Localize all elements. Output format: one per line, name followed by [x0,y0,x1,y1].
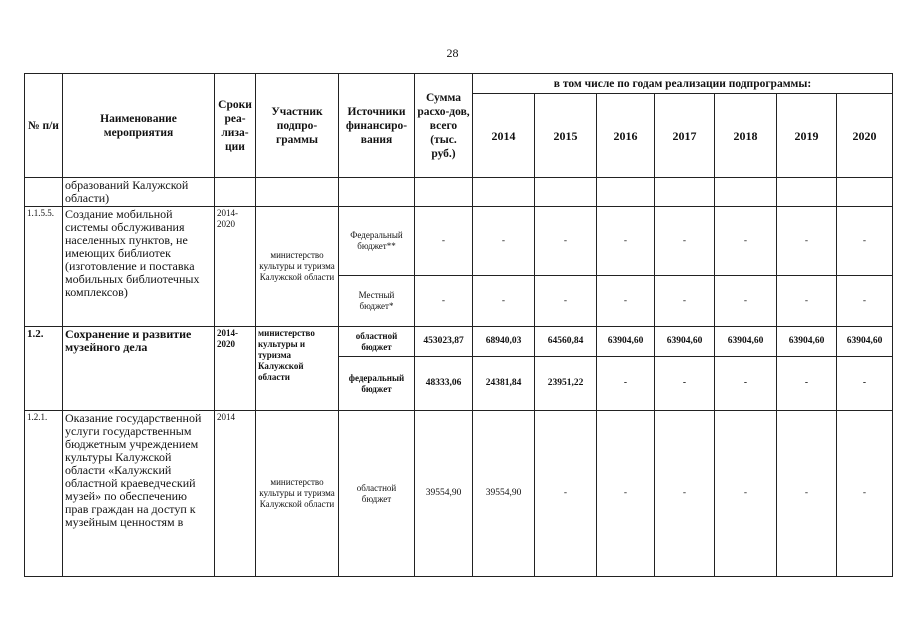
row-participant: министерство культуры и туризма Калужской области [256,327,339,411]
row-value-2017: - [655,276,715,327]
header-period: Сроки реа-лиза-ции [215,74,256,178]
row-value-2016: - [597,411,655,577]
row-num: 1.1.5.5. [25,207,63,327]
row-value-2016: 63904,60 [597,327,655,357]
row-value-2017: - [655,411,715,577]
row-value-2019: - [777,411,837,577]
row-value-2018: - [715,276,777,327]
header-participant: Участник подпро-граммы [256,74,339,178]
header-year-2014: 2014 [473,94,535,178]
row-period: 2014 [215,411,256,577]
row-value-2017: 63904,60 [655,327,715,357]
header-year-2016: 2016 [597,94,655,178]
row-name: Оказание государственной услуги государственным бюджетным учреждением культуры Калужской области «Калужский областной краеведческий музей» по обеспечению прав граждан на доступ к музейным ценностям в [63,411,215,577]
row-value-2014: - [473,207,535,276]
row-value-2020: - [837,357,893,411]
row-source: федеральный бюджет [339,357,415,411]
table-row [25,411,893,577]
row-value-2016: - [597,207,655,276]
row-value-2020: - [837,207,893,276]
row-period: 2014-2020 [215,207,256,327]
row-total: 48333,06 [415,357,473,411]
header-name: Наименование мероприятия [63,74,215,178]
header-year-2019: 2019 [777,94,837,178]
row-total: 453023,87 [415,327,473,357]
header-year-2020: 2020 [837,94,893,178]
row-period: 2014-2020 [215,327,256,411]
row-total: - [415,276,473,327]
page-number: 28 [446,46,459,60]
header-num: № п/и [25,74,63,178]
row-value-2015: 64560,84 [535,327,597,357]
row-value-2014: 24381,84 [473,357,535,411]
row-source: областной бюджет [339,411,415,577]
row-value-2019: - [777,276,837,327]
row-participant: министерство культуры и туризма Калужской области [256,411,339,577]
header-year-2018: 2018 [715,94,777,178]
row-value-2018: 63904,60 [715,327,777,357]
table-row [25,178,893,207]
table-row [25,327,893,357]
row-value-2019: - [777,207,837,276]
row-value-2017: - [655,357,715,411]
row-value-2018: - [715,207,777,276]
row-value-2018: - [715,411,777,577]
row-value-2015: - [535,276,597,327]
row-participant: министерство культуры и туризма Калужской области [256,207,339,327]
row-source: областной бюджет [339,327,415,357]
row-value-2014: 68940,03 [473,327,535,357]
header-year-2015: 2015 [535,94,597,178]
table-row [25,207,893,276]
row-value-2015: - [535,207,597,276]
row-name: Создание мобильной системы обслуживания населенных пунктов, не имеющих библиотек (изготовление и поставка мобильных библиотечных комплексов) [63,207,215,327]
subprogram-table [24,73,893,577]
row-value-2019: 63904,60 [777,327,837,357]
row-source: Федеральный бюджет** [339,207,415,276]
row-name: образований Калужской области) [63,178,215,207]
row-num: 1.2. [25,327,63,411]
row-num: 1.2.1. [25,411,63,577]
header-year-2017: 2017 [655,94,715,178]
row-value-2014: - [473,276,535,327]
row-value-2020: 63904,60 [837,327,893,357]
row-value-2014: 39554,90 [473,411,535,577]
row-value-2015: 23951,22 [535,357,597,411]
row-value-2020: - [837,411,893,577]
row-value-2015: - [535,411,597,577]
row-value-2019: - [777,357,837,411]
header-by-years: в том числе по годам реализации подпрограммы: [473,74,893,94]
row-total: - [415,207,473,276]
row-total: 39554,90 [415,411,473,577]
row-value-2016: - [597,357,655,411]
header-sum: Сумма расхо-дов, всего (тыс. руб.) [415,74,473,178]
header-sources: Источники финансиро-вания [339,74,415,178]
row-source: Местный бюджет* [339,276,415,327]
row-value-2020: - [837,276,893,327]
row-value-2016: - [597,276,655,327]
row-value-2017: - [655,207,715,276]
row-value-2018: - [715,357,777,411]
row-name: Сохранение и развитие музейного дела [63,327,215,411]
